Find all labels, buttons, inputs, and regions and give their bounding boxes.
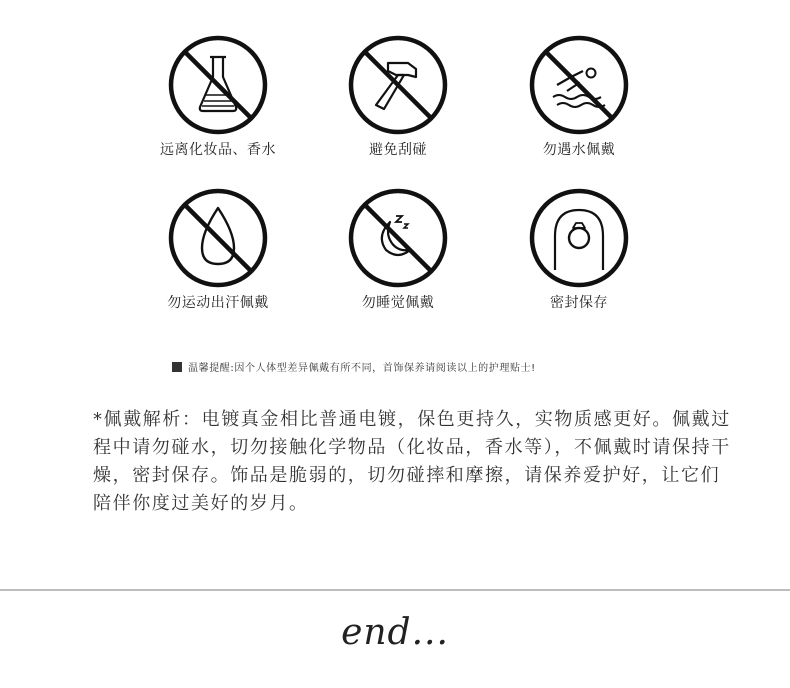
ring-storage-icon (527, 186, 631, 290)
care-label-storage: 密封保存 (550, 295, 608, 311)
no-sweat-icon (166, 186, 270, 290)
end-text: end... (341, 612, 449, 653)
section-divider (0, 589, 790, 591)
care-label-sweat: 勿运动出汗佩戴 (167, 295, 269, 311)
wearing-description: *佩戴解析：电镀真金相比普通电镀，保色更持久，实物质感更好。佩戴过程中请勿碰水，切勿接触化学物品（化妆品，香水等），不佩戴时请保持干燥，密封保存。饰品是脆弱的，切勿碰摔和摩擦，请保养爱护好，让它们陪伴你度过美好的岁月。 (93, 409, 731, 514)
no-hammer-icon (346, 33, 450, 137)
no-chemicals-icon (166, 33, 270, 137)
square-bullet-icon (172, 362, 182, 372)
care-label-hammer: 避免刮碰 (369, 142, 427, 158)
no-swimming-icon (527, 33, 631, 137)
care-label-swimming: 勿遇水佩戴 (542, 142, 616, 158)
care-tip-text: 温馨提醒:因个人体型差异佩戴有所不同，首饰保养请阅读以上的护理贴士! (188, 363, 536, 374)
no-sleeping-icon (346, 186, 450, 290)
care-label-chemicals: 远离化妆品、香水 (160, 142, 276, 158)
care-tip (172, 359, 536, 374)
care-label-sleeping: 勿睡觉佩戴 (361, 295, 435, 311)
